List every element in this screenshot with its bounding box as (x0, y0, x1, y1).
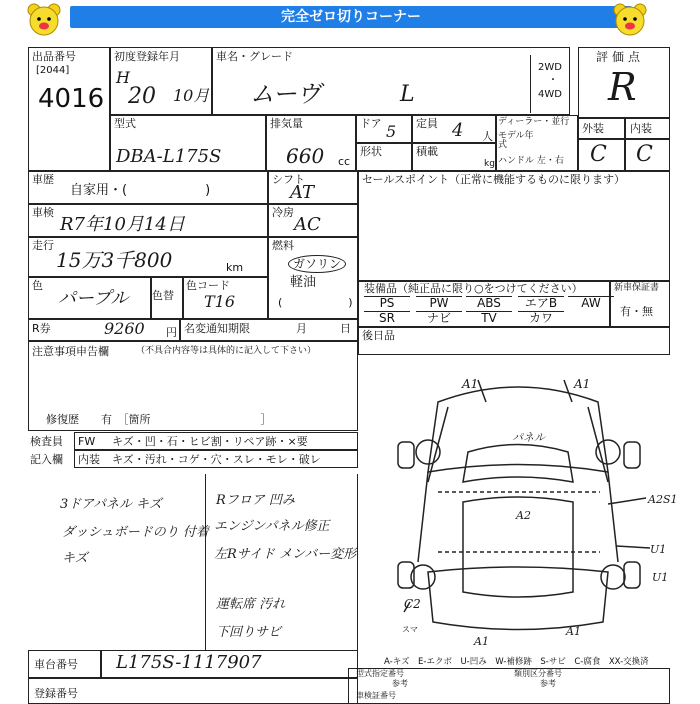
sales-point-label: セールスポイント（正常に機能するものに限ります） (362, 173, 626, 186)
diagram-label-a1-left: A1 (462, 377, 479, 391)
car-name-label: 車名・グレード (216, 50, 293, 63)
inspector-items: キズ・凹・石・ヒビ割・リペア跡・×要 (112, 435, 308, 448)
color-label: 色 (32, 279, 43, 292)
load-label: 積載 (416, 145, 438, 158)
chassis-divider (100, 650, 102, 678)
shape-label: 形状 (360, 145, 382, 158)
drive-4wd: 4WD (538, 89, 562, 100)
aircon-label: 冷房 (272, 206, 294, 219)
remark-right-1: Rフロア 凹み (216, 493, 295, 508)
score-value: R (608, 65, 637, 109)
remark-right-2: エンジンパネル修正 (214, 519, 330, 534)
shift-value: AT (290, 182, 315, 203)
mileage-unit: km (226, 261, 244, 274)
equipment-item: SR (364, 311, 410, 324)
aircon-value: AC (294, 214, 321, 235)
diagram-label-u1-b: U1 (652, 571, 669, 584)
registration-month: 10月 (173, 86, 210, 105)
interior-score: C (636, 142, 653, 167)
dealer-model-year: モデル年式 (498, 131, 534, 150)
inspection-value: R7年10月14日 (60, 214, 185, 235)
category-value: 自家用・( ) (70, 183, 211, 198)
equipment-label: 装備品（純正品に限り○をつけてください） (364, 282, 583, 295)
color-change-label: 色替 (152, 289, 174, 302)
diagram-label-a2s1: A2S1 (648, 493, 678, 506)
diagram-label-sma: スマ (402, 625, 418, 634)
engine-value: 660 (286, 144, 325, 168)
bottom-ref-l4: 参考 (540, 679, 556, 688)
chassis-value: L175S-1117907 (116, 652, 262, 673)
dealer-handle: ハンドル 左・右 (498, 156, 564, 166)
later-item-label: 後日品 (362, 329, 395, 342)
damage-legend: A-キズ E-エクボ U-凹み W-補修跡 S-サビ C-腐食 XX-交換済 (384, 657, 649, 667)
equipment-item: PW (416, 296, 462, 309)
name-change-month: 月 (296, 322, 307, 335)
diagram-label-c2: C2 (404, 597, 421, 611)
equipment-item: カワ (518, 311, 564, 324)
diagram-label-a1-right: A1 (574, 377, 591, 391)
remark-right-5: 運転席 汚れ (216, 597, 286, 612)
capacity-label: 定員 (416, 117, 438, 130)
interior-label: 内装 (630, 122, 652, 135)
model-label: 型式 (114, 117, 136, 130)
engine-label: 排気量 (270, 117, 303, 130)
lot-number: 4016 (38, 84, 105, 114)
registration-era: H (116, 68, 130, 87)
inspector-fw: FW (78, 435, 96, 448)
equipment-item: AW (568, 296, 614, 309)
engine-unit: cc (338, 155, 351, 168)
capacity-value: 4 (452, 120, 464, 141)
mileage-value: 15万3千800 (56, 248, 173, 272)
category-label: 車歴 (32, 173, 54, 186)
diagram-label-a1-bottom-right: A1 (566, 625, 581, 638)
bear-mascot-icon (26, 3, 62, 37)
equipment-item: PS (364, 296, 410, 309)
inspection-label: 車検 (32, 206, 54, 219)
score-divider-v (624, 117, 626, 171)
exterior-label: 外装 (582, 122, 604, 135)
drive-dot: ・ (548, 75, 558, 86)
equipment-item: エアB (518, 296, 564, 309)
bear-mascot-icon (612, 3, 648, 37)
remark-left-3: キズ (62, 551, 88, 566)
lot-code: [2044] (36, 65, 70, 76)
corner-banner: 完全ゼロ切りコーナー (70, 6, 632, 28)
equipment-item: TV (466, 311, 512, 324)
load-unit: kg (484, 159, 495, 169)
fuel-gas: ガソリン (288, 255, 346, 273)
bottom-ref-l1: 型式指定番号 (356, 669, 404, 678)
entry-label: 記入欄 (30, 453, 63, 466)
remark-right-3: 左Rサイド メンバー変形 (214, 547, 357, 562)
remarks-divider (205, 474, 206, 650)
entry-interior: 内装 (78, 453, 100, 466)
score-divider-2 (578, 138, 670, 140)
color-code-value: T16 (204, 292, 236, 311)
fuel-paren: ( ) (278, 296, 353, 309)
notes-label: 注意事項申告欄 (32, 345, 109, 358)
bottom-ref-l2: 参考 (392, 679, 408, 688)
recycle-unit: 円 (166, 326, 177, 339)
name-change-day: 日 (340, 322, 351, 335)
dealer-label: ディーラー・並行 (498, 117, 570, 127)
registration-label: 初度登録年月 (114, 50, 180, 63)
exterior-score: C (590, 142, 607, 167)
recycle-value: 9260 (104, 319, 145, 338)
sales-point-box (358, 171, 670, 281)
mileage-label: 走行 (32, 239, 54, 252)
notes-sub: （不具合内容等は具体的に記入して下さい） (136, 346, 317, 356)
remark-right-6: 下回りサビ (216, 625, 282, 640)
warranty-value: 有・無 (620, 305, 653, 318)
color-divider-2 (182, 277, 184, 319)
diagram-label-panel: パネル (512, 431, 545, 444)
equipment-item: ABS (466, 296, 512, 309)
warranty-label: 新車保証書 (614, 283, 660, 293)
drive-2wd: 2WD (538, 62, 562, 73)
car-name-value: ムーヴ (250, 80, 321, 108)
plate-label: 登録番号 (34, 687, 78, 700)
later-item-box (358, 327, 670, 355)
equipment-item: ナビ (416, 311, 462, 324)
capacity-unit: 人 (482, 130, 493, 143)
remark-left-2: ダッシュボードのり 付着 (62, 525, 209, 540)
registration-year: 20 (128, 84, 156, 109)
color-code-label: 色コード (186, 279, 230, 292)
name-change-label: 名変通知期限 (184, 322, 250, 335)
color-value: パープル (58, 288, 129, 309)
chassis-label: 車台番号 (34, 658, 78, 671)
entry-items: キズ・汚れ・コゲ・穴・スレ・モレ・破レ (112, 453, 321, 466)
fuel-oil: 軽油 (290, 275, 317, 290)
model-value: DBA-L175S (116, 146, 222, 167)
doors-value: 5 (386, 122, 397, 141)
score-label: 評価点 (596, 50, 645, 64)
diagram-label-a2: A2 (516, 509, 531, 522)
remark-left-1: 3ドアパネル キズ (60, 497, 162, 512)
bottom-ref-l5: 車検証番号 (356, 691, 396, 700)
recycle-label: R券 (32, 322, 51, 335)
shift-label: シフト (272, 173, 305, 186)
car-grade-value: L (400, 82, 415, 107)
inspector-label: 検査員 (30, 435, 63, 448)
lot-label: 出品番号 (32, 50, 76, 63)
fuel-label: 燃料 (272, 239, 294, 252)
doors-label: ドア (360, 117, 382, 130)
bottom-ref-l3: 類別区分番号 (514, 669, 562, 678)
diagram-label-a1-bottom-left: A1 (474, 635, 489, 648)
diagram-label-u1-a: U1 (650, 543, 667, 556)
repair-history: 修復歴 有 ［箇所 ］ (46, 413, 272, 426)
